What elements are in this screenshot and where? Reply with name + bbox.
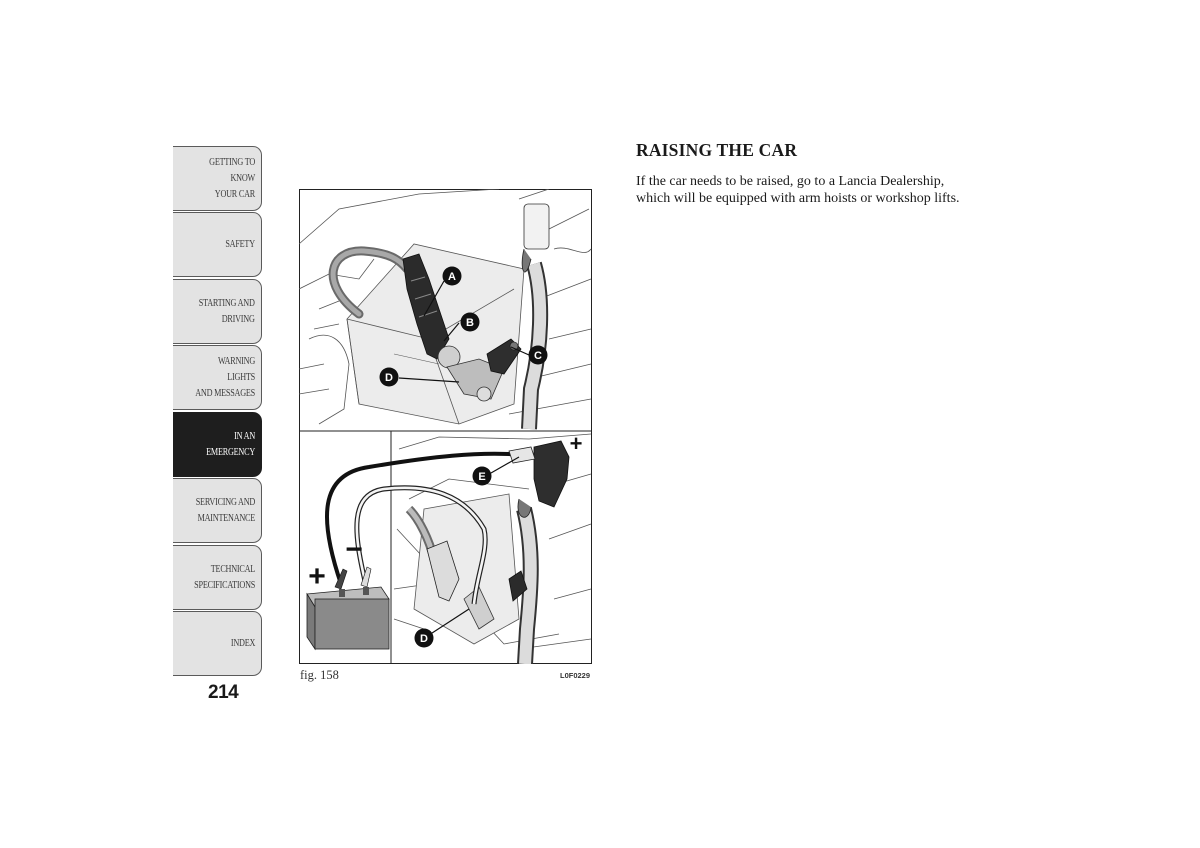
plus-sign-right: +: [569, 431, 583, 456]
svg-text:E: E: [478, 471, 486, 483]
svg-text:B: B: [466, 317, 474, 329]
tab-servicing-and-maintenance[interactable]: [173, 478, 262, 543]
tab-label: SERVICING AND MAINTENANCE: [195, 496, 255, 524]
tab-label: INDEX: [230, 637, 255, 649]
tab-warning-lights-and-messages[interactable]: [173, 345, 262, 410]
callout-d-top: [380, 368, 399, 387]
section-body: If the car needs to be raised, go to a Lancia Dealership, which will be equipped with arm hoists or workshop lifts.: [636, 174, 960, 206]
tab-technical-specifications[interactable]: [173, 545, 262, 610]
tab-index[interactable]: [173, 611, 262, 676]
minus-sign: −: [345, 533, 363, 566]
page-number: 214: [208, 682, 239, 703]
callout-e: [473, 467, 492, 486]
svg-text:D: D: [385, 372, 393, 384]
tab-in-an-emergency[interactable]: [173, 412, 262, 477]
plus-sign-left: +: [308, 560, 326, 593]
tab-label: WARNING LIGHTS AND MESSAGES: [195, 355, 255, 399]
svg-text:D: D: [420, 633, 428, 645]
donor-battery: [307, 587, 389, 649]
callout-c: [529, 346, 548, 365]
tab-label: TECHNICAL SPECIFICATIONS: [194, 563, 255, 591]
tab-getting-to-know-your-car[interactable]: [173, 146, 262, 211]
callout-d-bottom: [415, 629, 434, 648]
tab-safety[interactable]: [173, 212, 262, 277]
figure-code: L0F0229: [560, 671, 591, 680]
callout-b: [461, 313, 480, 332]
tab-label: IN AN EMERGENCY: [206, 430, 255, 458]
tab-label: STARTING AND DRIVING: [199, 297, 255, 325]
svg-text:C: C: [534, 350, 542, 362]
section-title: RAISING THE CAR: [636, 140, 798, 160]
svg-text:A: A: [448, 271, 456, 283]
battery-illustration: [299, 189, 592, 664]
figure-caption: fig. 158: [300, 668, 339, 682]
callout-a: [443, 267, 462, 286]
tab-starting-and-driving[interactable]: [173, 279, 262, 344]
tab-label: GETTING TO KNOW YOUR CAR: [209, 156, 255, 200]
tab-label: SAFETY: [225, 238, 255, 250]
